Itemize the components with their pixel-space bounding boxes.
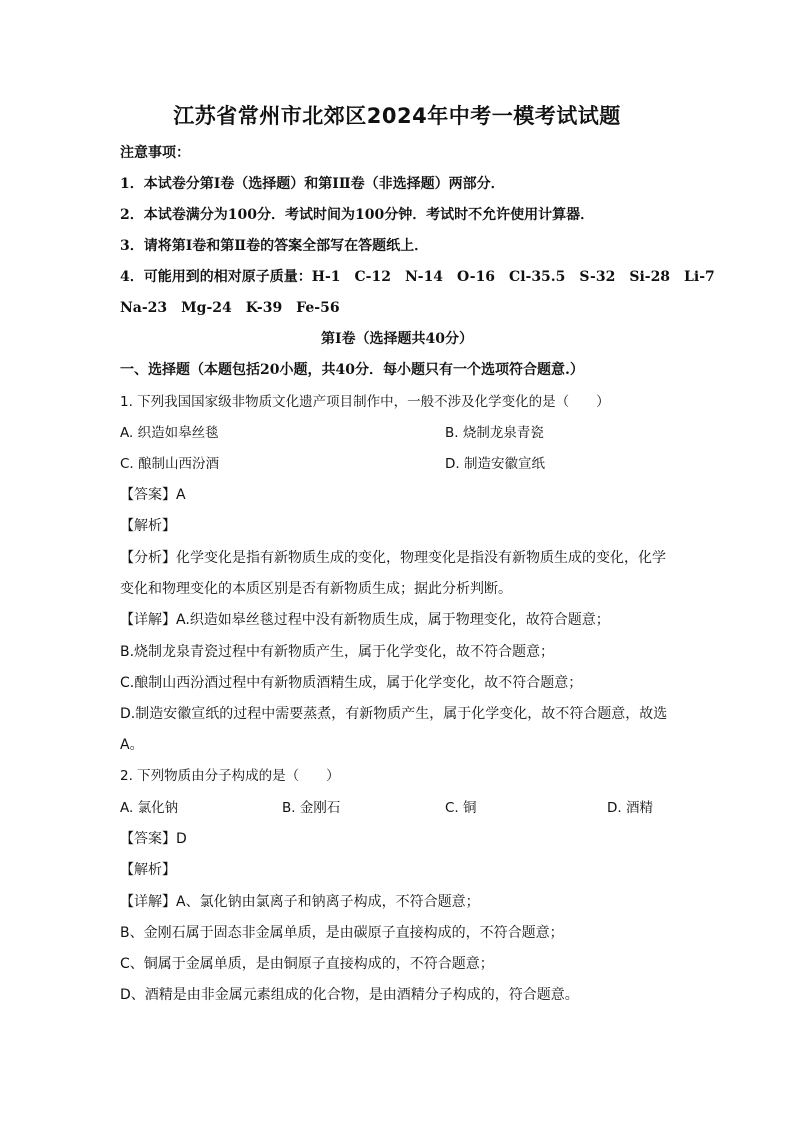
question-1-answer: 【答案】A [120, 487, 186, 503]
analysis-line: A。 [120, 737, 144, 753]
question-1-option-d: D. 制造安徽宣纸 [445, 456, 545, 472]
analysis-line: 变化和物理变化的本质区别是否有新物质生成；据此分析判断。 [120, 581, 512, 597]
analysis-line: C、铜属于金属单质，是由铜原子直接构成的，不符合题意； [120, 956, 494, 972]
note-item: 4．可能用到的相对原子质量：H-1 C-12 N-14 O-16 Cl-35.5 S-32 Si-28 Li-7 [120, 269, 715, 285]
question-1-analysis-label: 【解析】 [120, 518, 176, 534]
question-1-option-a: A. 织造如皋丝毯 [120, 425, 219, 441]
notes-heading: 注意事项： [120, 145, 190, 161]
part-heading: 一、选择题（本题包括20小题，共40分．每小题只有一个选项符合题意.） [120, 362, 584, 378]
question-2-option-a: A. 氯化钠 [120, 800, 179, 816]
analysis-line: B、金刚石属于固态非金属单质，是由碳原子直接构成的，不符合题意； [120, 925, 564, 941]
question-2-answer: 【答案】D [120, 831, 187, 847]
analysis-line: 【详解】A.织造如皋丝毯过程中没有新物质生成，属于物理变化，故符合题意； [120, 612, 610, 628]
analysis-line: D、酒精是由非金属元素组成的化合物，是由酒精分子构成的，符合题意。 [120, 987, 579, 1003]
analysis-line: D.制造安徽宣纸的过程中需要蒸煮，有新物质产生，属于化学变化，故不符合题意，故选 [120, 706, 668, 722]
question-2-option-c: C. 铜 [445, 800, 477, 816]
question-1-option-b: B. 烧制龙泉青瓷 [445, 425, 544, 441]
analysis-line: 【分析】化学变化是指有新物质生成的变化，物理变化是指没有新物质生成的变化，化学 [120, 550, 666, 566]
note-item: 1．本试卷分第Ⅰ卷（选择题）和第ⅠⅡ卷（非选择题）两部分． [120, 176, 505, 192]
question-2-stem: 2. 下列物质由分子构成的是（ ） [120, 768, 340, 784]
analysis-line: B.烧制龙泉青瓷过程中有新物质产生，属于化学变化，故不符合题意； [120, 644, 555, 660]
note-item: 3．请将第Ⅰ卷和第Ⅱ卷的答案全部写在答题纸上． [120, 238, 429, 254]
question-1-option-c: C. 酿制山西汾酒 [120, 456, 220, 472]
note-item: 2．本试卷满分为100分．考试时间为100分钟．考试时不允许使用计算器． [120, 207, 595, 223]
document-title: 江苏省常州市北郊区2024年中考一模考试试题 [173, 104, 621, 128]
analysis-line: C.酿制山西汾酒过程中有新物质酒精生成，属于化学变化，故不符合题意； [120, 675, 583, 691]
question-2-analysis-label: 【解析】 [120, 862, 176, 878]
section-title: 第Ⅰ卷（选择题共40分） [320, 331, 474, 347]
question-2-option-d: D. 酒精 [607, 800, 653, 816]
note-item: Na-23 Mg-24 K-39 Fe-56 [120, 300, 340, 316]
analysis-line: 【详解】A、氯化钠由氯离子和钠离子构成，不符合题意； [120, 894, 480, 910]
question-1-stem: 1. 下列我国国家级非物质文化遗产项目制作中，一般不涉及化学变化的是（ ） [120, 394, 610, 410]
question-2-option-b: B. 金刚石 [282, 800, 341, 816]
